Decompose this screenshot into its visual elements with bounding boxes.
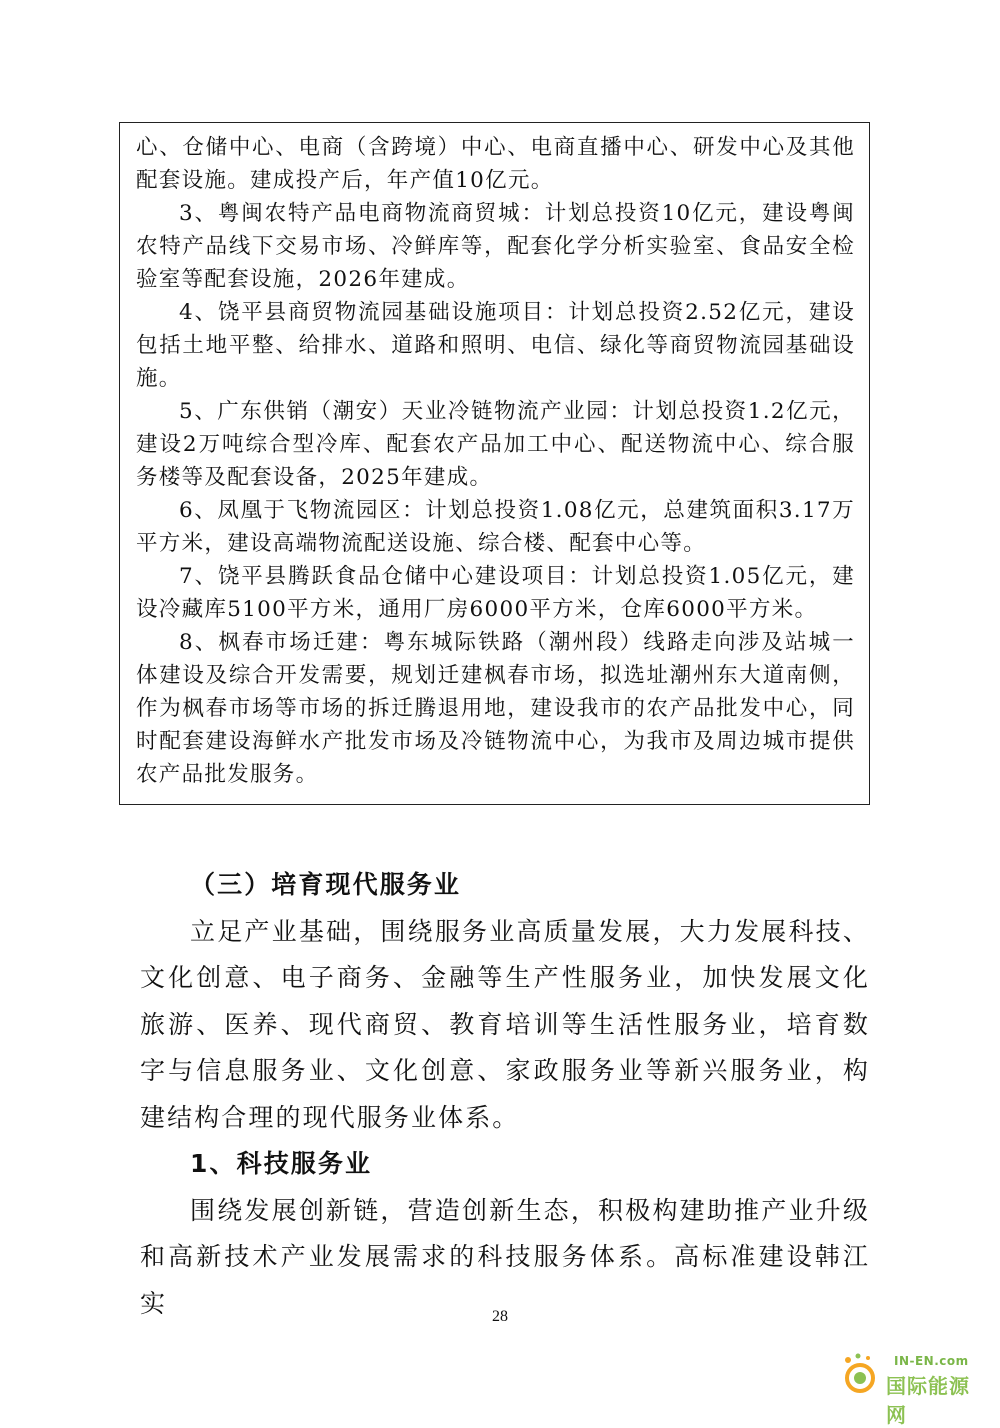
sub-heading: 1、科技服务业	[190, 1149, 373, 1178]
project-item: 6、凤凰于飞物流园区：计划总投资1.08亿元，总建筑面积3.17万平方米，建设高端物流配送设施、综合楼、配套中心等。	[136, 498, 855, 556]
watermark-en: IN-EN.com	[894, 1354, 969, 1368]
sub-paragraph: 围绕发展创新链，营造创新生态，积极构建助推产业升级和高新技术产业发展需求的科技服务体系。高标准建设韩江实	[140, 1195, 870, 1318]
section-paragraph: 立足产业基础，围绕服务业高质量发展，大力发展科技、文化创意、电子商务、金融等生产性服务业，加快发展文化旅游、医养、现代商贸、教育培训等生活性服务业，培育数字与信息服务业、文化创意、家政服务业等新兴服务业，构建结构合理的现代服务业体系。	[140, 916, 870, 1132]
project-item: 8、枫春市场迁建：粤东城际铁路（潮州段）线路走向涉及站城一体建设及综合开发需要，规划迁建枫春市场，拟选址潮州东大道南侧，作为枫春市场等市场的拆迁腾退用地，建设我市的农产品批发中心，同时配套建设海鲜水产批发市场及冷链物流中心，为我市及周边城市提供农产品批发服务。	[136, 630, 855, 787]
project-item: 心、仓储中心、电商（含跨境）中心、电商直播中心、研发中心及其他配套设施。建成投产后，年产值10亿元。	[136, 135, 855, 193]
project-item: 4、饶平县商贸物流园基础设施项目：计划总投资2.52亿元，建设包括土地平整、给排水、道路和照明、电信、绿化等商贸物流园基础设施。	[136, 300, 855, 391]
watermark	[836, 1344, 986, 1427]
watermark-cn: 国际能源网	[886, 1374, 970, 1427]
section-heading: （三）培育现代服务业	[190, 870, 462, 899]
project-item: 7、饶平县腾跃食品仓储中心建设项目：计划总投资1.05亿元，建设冷藏库5100平方米，通用厂房6000平方米，仓库6000平方米。	[136, 564, 855, 622]
body-text	[140, 862, 870, 1327]
project-item: 5、广东供销（潮安）天业冷链物流产业园：计划总投资1.2亿元，建设2万吨综合型冷库、配套农产品加工中心、配送物流中心、综合服务楼等及配套设备，2025年建成。	[136, 399, 855, 490]
sun-logo-icon	[836, 1352, 884, 1400]
page-number: 28	[492, 1308, 508, 1325]
project-item: 3、粤闽农特产品电商物流商贸城：计划总投资10亿元，建设粤闽农特产品线下交易市场、冷鲜库等，配套化学分析实验室、食品安全检验室等配套设施，2026年建成。	[136, 201, 855, 292]
project-list-box	[119, 122, 870, 805]
